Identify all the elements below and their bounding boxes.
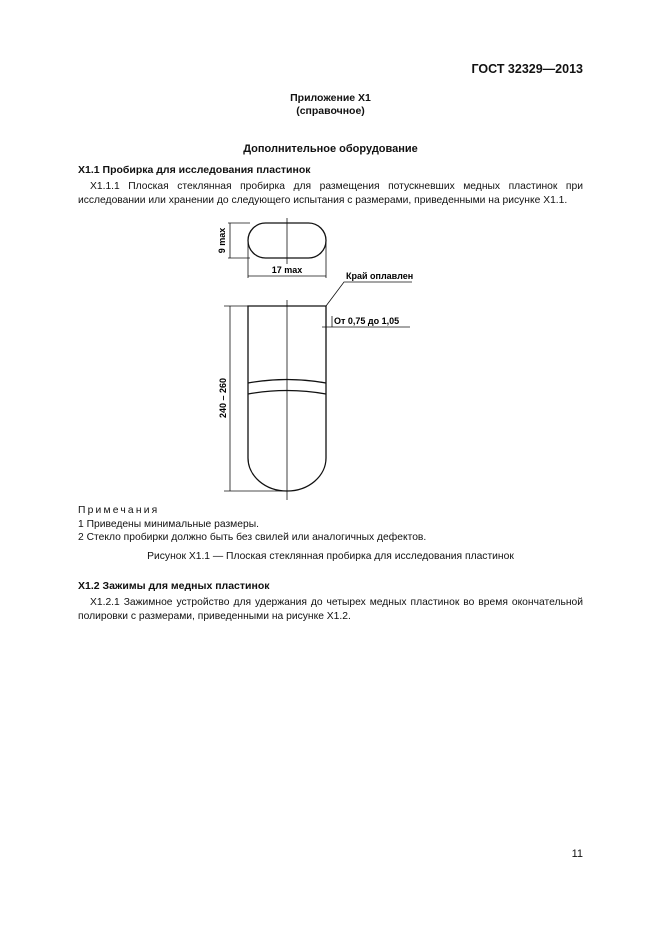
paragraph-x1-2-1: Х1.2.1 Зажимное устройство для удержания до четырех медных пластинок во время окончательной полировки с размерами, приведенными на рисунке Х1.2. xyxy=(78,597,583,622)
appendix-subtitle: (справочное) xyxy=(296,105,365,117)
width-dimension-label: 9 max xyxy=(217,227,227,254)
page-number: 11 xyxy=(571,848,583,860)
edge-fused-label: Край оплавлен xyxy=(346,271,414,281)
appendix-title: Приложение Х1 xyxy=(290,92,371,104)
figure-test-tube xyxy=(200,218,440,500)
height-dimension-label: 240 – 260 xyxy=(218,377,228,419)
length-dimension-label: 17 max xyxy=(271,265,303,275)
height-dimension xyxy=(224,306,287,491)
section-title: Дополнительное оборудование xyxy=(243,143,418,155)
notes-label: Примечания xyxy=(78,505,160,516)
subsection-heading-x1-2: Х1.2 Зажимы для медных пластинок xyxy=(78,580,270,592)
width-dimension xyxy=(228,223,250,258)
thickness-label: От 0,75 до 1,05 xyxy=(334,316,400,326)
paragraph-x1-1-1: Х1.1.1 Плоская стеклянная пробирка для размещения потускневших медных пластинок при исследовании или хранении до следующего испытания с размерами, приведенными на рисунке Х1.1. xyxy=(78,181,583,206)
edge-leader xyxy=(326,282,412,306)
note-item: 2 Стекло пробирки должно быть без свилей или аналогичных дефектов. xyxy=(78,532,427,543)
note-item: 1 Приведены минимальные размеры. xyxy=(78,519,259,530)
subsection-heading-x1-1: Х1.1 Пробирка для исследования пластинок xyxy=(78,164,311,176)
document-id: ГОСТ 32329—2013 xyxy=(471,62,583,76)
figure-caption: Рисунок Х1.1 — Плоская стеклянная пробирка для исследования пластинок xyxy=(147,551,514,562)
